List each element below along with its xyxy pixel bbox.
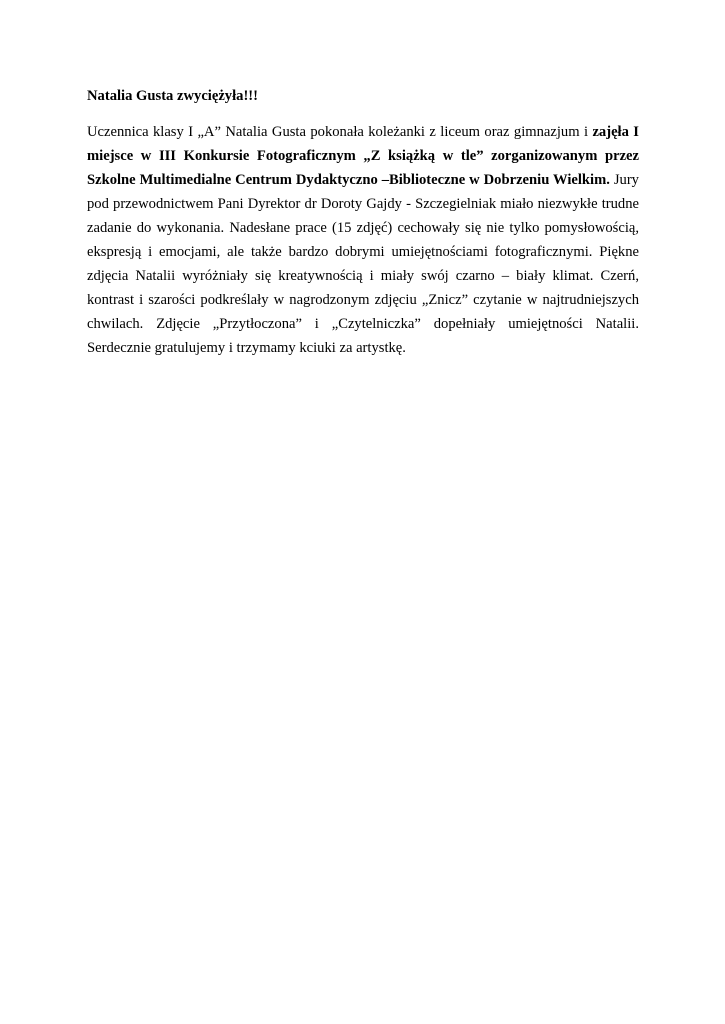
article-title: Natalia Gusta zwyciężyła!!! xyxy=(87,88,259,104)
paragraph-body-text: Jury pod przewodnictwem Pani Dyrektor dr Doroty Gajdy - Szczegielniak miało niezwykłe trudne zadanie do wykonania. Nadesłane prace (15 zdjęć) cechowały się nie tylko pomysłowością, ekspresją i emocjami, ale także bardzo dobrymi umiejętnościami fotograficznymi. Piękne zdjęcia Natalii wyróżniały się kreatywnością i miały swój czarno – biały klimat. Czerń, kontrast i szarości podkreślały w nagrodzonym zdjęciu „Znicz” czytanie w najtrudniejszych chwilach. Zdjęcie „Przytłoczona” i „Czytelniczka” dopełniały umiejętności Natalii. Serdecznie gratulujemy i trzymamy kciuki za artystkę. xyxy=(87,172,639,356)
article-body xyxy=(87,87,639,360)
article-paragraph xyxy=(87,120,639,360)
paragraph-bold-text: zajęła I miejsce w III Konkursie Fotograficznym „Z książką w tle” zorganizowanym przez Szkolne Multimedialne Centrum Dydaktyczno –Biblioteczne w Dobrzeniu Wielkim. xyxy=(87,124,639,188)
paragraph-intro-text: Uczennica klasy I „A” Natalia Gusta pokonała koleżanki z liceum oraz gimnazjum i xyxy=(87,124,593,140)
